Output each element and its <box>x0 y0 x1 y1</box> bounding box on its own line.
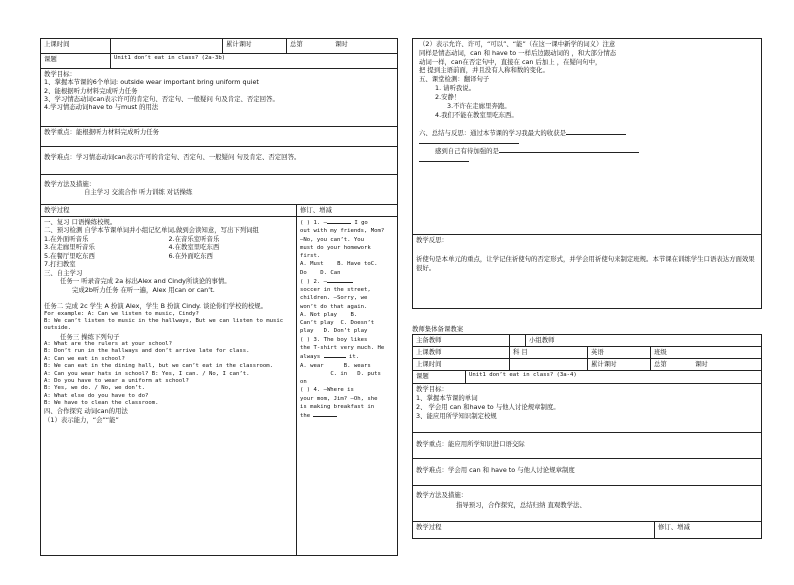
topic-value: Unit1 don’t eat in class? (2a-3b) <box>111 54 398 69</box>
goal-item: 4.学习情态动词have to 与must 的用法 <box>44 103 159 112</box>
right-page-bottom <box>412 334 762 539</box>
goal-item: 2、能根据听力材料完成听力任务 <box>44 86 138 95</box>
dialog-line: A: What are the rulers at your school? <box>44 341 172 348</box>
notes-title-2: 修订、增减 <box>655 522 762 539</box>
class-label: 班级 <box>651 347 762 359</box>
topic-value: Unit1 don’t eat in class? (3a-4) <box>466 371 762 384</box>
topic-label: 课题 <box>413 371 466 384</box>
dialog-line: B: Don’t run in the hallways and don’t arrive late for class. <box>44 348 250 355</box>
class-teacher-label: 上课教师 <box>413 347 510 359</box>
teaching-goals-2: 教学目标： 1、掌握本节课的单词 2、 学会用 can 和have to 与他人讨论规章制度。 3、能应用所学知识制定校规 <box>413 384 762 433</box>
teaching-methods-2: 教学方法及措施： 指导预习，合作探究，总结归纳 直观教学法、 <box>413 486 762 522</box>
process-body: 一、复习 口语操练校规。 二、预习检测 自学本节课单词并小组记忆单词,做到会读知意，写出下列词组 1.在外面听音乐 3.在走廊里听音乐 5.在餐厅里吃东西 7.打扫教室 2.在音乐室听音乐 4.在教室里吃东西 6.在外面吃东西 三、自主学习 任务一 听录音完成 2a 标出Alex and Cindy所谈论的事情。 完成2b听力任务 在听一遍，Alex 用can or can’t. 任务二 完成 2c 学生 A 扮演 Alex，学生 B 扮演 Cindy. 谈论你们学校的校规。 For example: A: Can we listen to music, Cindy? B: We can’t listen to music in the hallways, But we can listen to music outside. 任务三 操练下列句子 A: What are the rulers at your school? B: Don’t run in the hallways and don’t arrive late for class. A: Can we eat in school? B: We can eat in the dining hall, but we can’t eat in the classroom. A: Can you wear hats in school? B: Yes, I can. / No, I can’t. A: Do you have to wear a uniform at school? B: Yes, we do. / No, we don’t. A: What else do you have to do? B: We have to clean the classroom. 四、合作探究 动词can的用法 （1）表示能力，“会”“能” <box>41 217 297 556</box>
dialog-line: B: Yes, we do. / No, we don’t. <box>44 385 146 392</box>
goal-item: 1、掌握本节课的单词 <box>416 393 478 402</box>
zong-label: 总第 课时 <box>287 39 398 54</box>
teaching-key-2: 教学重点：能应用所学知识进口语交际 <box>413 433 762 459</box>
teaching-difficulty-2: 教学难点：学会用 can 和 have to 与他人讨论规章制度 <box>413 459 762 486</box>
goal-item: 1、掌握本节课的6个单词: outside wear important bring uniform quiet <box>44 78 259 87</box>
total-label: 累计课时 <box>588 359 651 371</box>
goal-item: 3、能应用所学知识制定校规 <box>416 411 497 420</box>
right-page-top <box>412 38 762 309</box>
zong-label: 总第 课时 <box>651 359 762 371</box>
dialog-line: A: What else do you have to do? <box>44 392 149 399</box>
teaching-methods: 教学方法及措施： 自主学习 交流合作 听力训练 对话操练 <box>41 175 398 205</box>
usage-notes: （2）表示允许、许可，“可以”、“能”（在这一课中新学的词义）注意 同样是情态动词，can 和 have to 一样后边跟动词的 ，和大部分情态 动词一样，can在否定句中，直接在 can 后加上 ，在疑问句中， 把 提到主语前面，并且没有人称和数的变化。 五、课堂检测：翻译句子 1. 请听我说。 2.安静！ 3.不许在走廊里奔跑。 4.我们不能在教室里吃东西。 六、总结与反思：通过本节课的学习我最大的收获是 感到自己有待加强的是 <box>413 39 762 235</box>
exercise-column: ( ) 1. — I go out with my friends, Mom? —No, you can’t. You must do your homework first. A. Must B. Have toC. Do D. Can ( ) 2. — soccer in the street, children. —Sorry, we won’t do that again. A. Not play B. Can’t play C. Doesn’t play D. Don’t play ( ) 3. The boy likes the T-shirt very much. He always it. A. wear B. wears C. in D. puts on ( ) 4. —Where is your mom, Jim? —Oh, she is making breakfast in the <box>297 217 398 556</box>
period-label: 上课时间 <box>41 39 111 54</box>
dialog-line: A: Can we eat in school? <box>44 355 125 362</box>
teaching-reflection: 教学反思： 祈使句是本单元的重点，让学记住祈使句的否定形式，并学会用祈使句来制定班规。本节课在训练学生口语表达方面效果很好。 <box>413 235 762 309</box>
dialog-line: A: Can you wear hats in school? B: Yes, I can. / No, I can’t. <box>44 370 250 377</box>
goal-item: 2、 学会用 can 和have to 与他人讨论规章制度。 <box>416 402 560 411</box>
phrase-list: 1.在外面听音乐 3.在走廊里听音乐 5.在餐厅里吃东西 7.打扫教室 2.在音乐室听音乐 4.在教室里吃东西 6.在外面吃东西 <box>44 234 220 269</box>
dialog-line: A: Do you have to wear a uniform at school? <box>44 377 189 384</box>
topic-label: 课题 <box>41 54 111 69</box>
main-teacher-label: 主备教师 <box>413 335 510 347</box>
subject-label: 科 目 <box>510 347 588 359</box>
main-teacher-value <box>510 335 526 347</box>
lesson-plan-heading: 教师集体备课教案 <box>412 325 464 333</box>
dialog-line: B: We can eat in the dining hall, but we can’t eat in the classroom. <box>44 363 274 370</box>
period-value <box>111 39 223 54</box>
time-label: 上课时间 <box>413 359 510 371</box>
teaching-key: 教学重点：能根据听力材料完成听力任务 <box>41 127 398 147</box>
left-page <box>40 38 398 556</box>
dialog-line: B: We have to clean the classroom. <box>44 400 159 407</box>
goal-item: 3、学习情态动词can表示许可的肯定句、否定句、一般疑问 句及肯定、否定回答。 <box>44 94 279 103</box>
group-teacher-label: 小组教师 <box>526 335 762 347</box>
teaching-difficulty: 教学难点：学习情态动词can表示许可的肯定句、否定句、一般疑问 句及肯定、否定回答。 <box>41 147 398 175</box>
teaching-goals <box>41 69 398 127</box>
process-title: 教学过程 <box>41 205 297 217</box>
total-label: 累计课时 <box>223 39 287 54</box>
notes-title: 修订、增减 <box>297 205 398 217</box>
subject-value: 英语 <box>588 347 651 359</box>
goals-title: 教学目标： <box>44 70 76 78</box>
time-value <box>510 359 588 371</box>
process-title-2: 教学过程 <box>413 522 655 539</box>
